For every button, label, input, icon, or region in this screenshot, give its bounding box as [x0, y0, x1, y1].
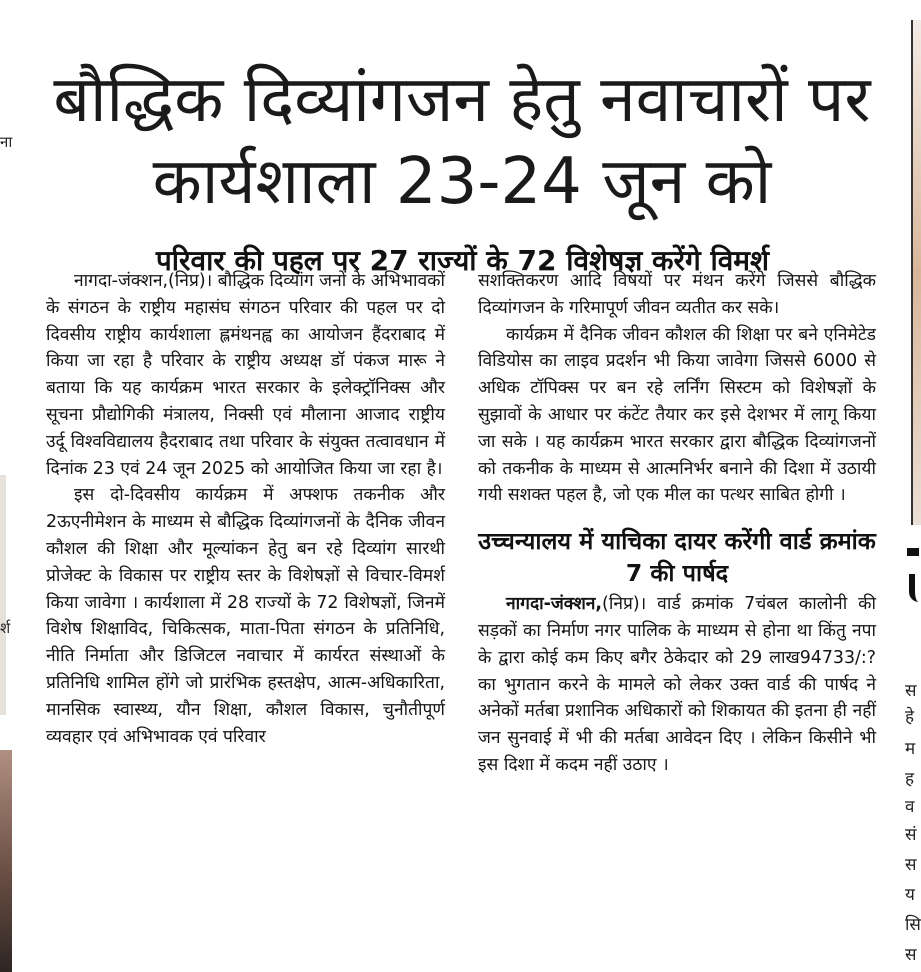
right-margin-text: स — [905, 681, 917, 701]
second-story-headline: उच्चन्यालय में याचिका दायर करेंगी वार्ड क्रमांक 7 की पार्षद — [478, 527, 876, 588]
article-paragraph: इस दो-दिवसीय कार्यक्रम में अफ्शफ तकनीक और 2ऊएनीमेशन के माध्यम से बौद्धिक दिव्यांगजनों के दैनिक जीवन कौशल की शिक्षा और मूल्यांकन हेतु बन रहे दिव्यांग सारथी प्रोजेक्ट के विकास पर राष्ट्रीय स्तर के विशेषज्ञों से विचार-विमर्श किया जावेगा । कार्यशाला में 28 राज्यों के 72 विशेषज्ञों, जिनमें विशेष शिक्षाविद, चिकित्सक, माता-पिता संगठन के प्रतिनिधि, नीति निर्माता और डिजिटल नवाचार में कार्यरत संस्थाओं के प्रतिनिधि शामिल होंगे जो प्रारंभिक हस्तक्षेप, आत्म-अधिकारिता, मानसिक स्वास्थ्य, यौन शिक्षा, कौशल विकास, चुनौतीपूर्ण व्यवहार एवं अभिभावक एवं परिवार — [46, 485, 445, 747]
right-margin-photo — [911, 20, 921, 525]
right-margin-text: स — [905, 945, 917, 965]
left-margin-text: ना — [0, 133, 13, 151]
right-margin-fragment — [905, 0, 921, 972]
right-margin-heading-fragment — [907, 548, 919, 606]
right-margin-text: ह — [905, 769, 915, 789]
article-paragraph: कार्यक्रम में दैनिक जीवन कौशल की शिक्षा पर बने एनिमेटेड विडियोस का लाइव प्रदर्शन भी किया जावेगा जिससे 6000 से अधिक टॉपिक्स पर बन रहे लर्निंग सिस्टम को विशेषज्ञों के सुझावों के आधार पर कंटेंट तैयार कर इसे देशभर में लागू किया जा सके । यह कार्यक्रम भारत सरकार द्वारा बौद्धिक दिव्यांगजनों को तकनीक के माध्यम से आत्मनिर्भर बनाने की दिशा में उठायी गयी सशक्त पहल है, जो एक मील का पत्थर साबित होगी । — [478, 324, 876, 506]
article-paragraph: सशक्तिकरण आदि विषयों पर मंथन करेंगे जिससे बौद्धिक दिव्यांगजन के गरिमापूर्ण जीवन व्यतीत कर सके। — [478, 271, 876, 318]
article-paragraph: नागदा-जंक्शन,(निप्र)। बौद्धिक दिव्यांग जनों के अभिभावकों के संगठन के राष्ट्रीय महासंघ संगठन परिवार की पहल पर दो दिवसीय राष्ट्रीय कार्यशाला ह्लमंथनह्व का आयोजन हैंदराबाद में किया जा रहा है परिवार के राष्ट्रीय अध्यक्ष डॉ पंकज मारू ने बताया कि यह कार्यक्रम भारत सरकार के इलेक्ट्रॉनिक्स और सूचना प्रौद्योगिकी मंत्रालय, निक्सी एवं मौलाना आजाद राष्ट्रीय उर्दू विश्वविद्यालय हैदराबाद तथा परिवार के संयुक्त तत्वावधान में दिनांक 23 एवं 24 जून 2025 को आयोजित किया जा रहा है। — [46, 271, 445, 479]
right-margin-text: य — [905, 885, 915, 905]
right-margin-text: सि — [905, 915, 921, 935]
left-margin-fragment — [0, 0, 20, 972]
right-margin-text: सं — [905, 825, 917, 845]
article-column-right — [478, 268, 876, 779]
right-margin-text: हे — [905, 707, 915, 727]
second-story-body — [478, 591, 876, 779]
second-story-dateline: नागदा-जंक्शन, — [506, 594, 603, 615]
second-story-text: (निप्र)। वार्ड क्रमांक 7चंबल कालोनी की सड़कों का निर्माण नगर पालिक के माध्यम से होना था किंतु नपा के द्वारा कोई कम किए बगैर ठेकेदार को 29 लाख94733/:?का भुगतान करने के मामले को लेकर उक्त वार्ड की पार्षद ने अनेकों मर्तबा प्रशानिक अधिकारों को शिकायत की इतना ही नहीं जन सुनवाई में भी की मर्तबा आवेदन दिए । लेकिन किसीने भी इस दिशा में कदम नहीं उठाए । — [478, 594, 876, 775]
article-headline: बौद्धिक दिव्यांगजन हेतु नवाचारों पर कार्यशाला 23-24 जून को — [53, 62, 871, 219]
article-column-left — [46, 268, 445, 750]
left-margin-column-edge — [0, 475, 6, 715]
left-margin-photo — [0, 750, 12, 972]
right-margin-text: म — [905, 739, 916, 759]
right-margin-text: व — [905, 797, 915, 817]
left-margin-text: र्श — [0, 619, 11, 637]
article-subheadline: परिवार की पहल पर 27 राज्यों के 72 विशेषज्ञ करेंगे विमर्श — [155, 244, 770, 278]
right-margin-text: स — [905, 855, 917, 875]
